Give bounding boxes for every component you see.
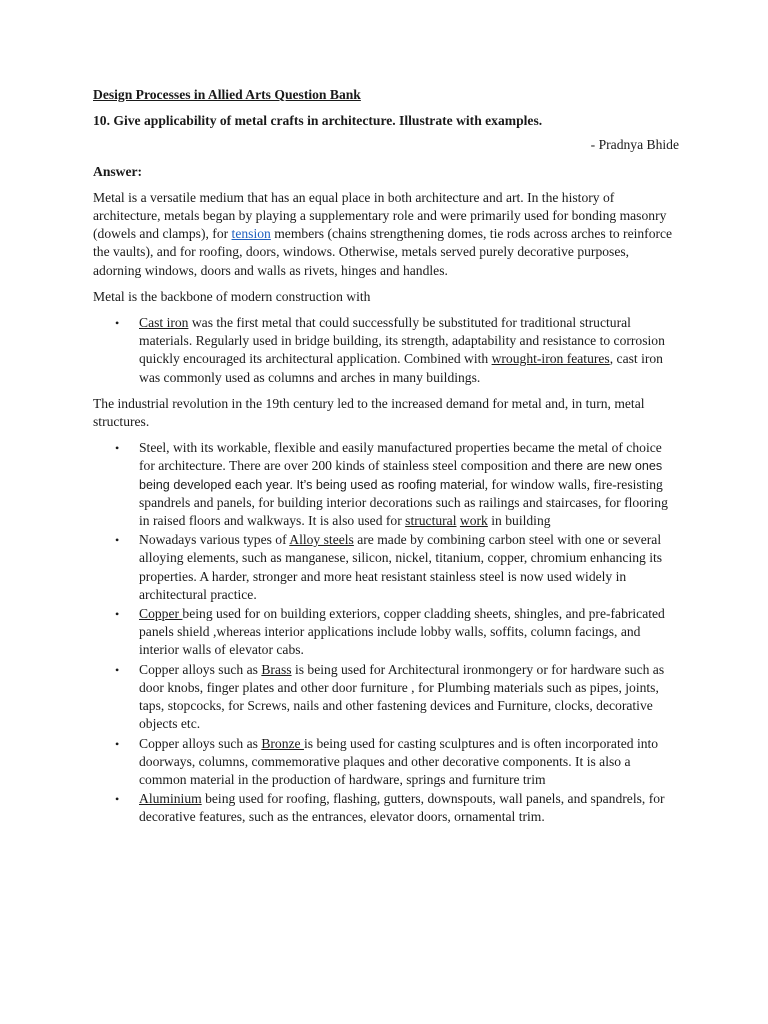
steel-text-end: in building [487, 513, 551, 529]
backbone-paragraph: Metal is the backbone of modern construction with [93, 288, 371, 304]
list-item-bronze [93, 735, 679, 790]
copper-term: Copper [139, 606, 183, 622]
list-item-brass [93, 661, 679, 734]
list-item-alloy-steels [93, 531, 679, 604]
bullet-icon: • [115, 607, 120, 622]
brass-text: Copper alloys such as [139, 661, 262, 677]
bullet-icon: • [115, 736, 120, 751]
brass-text-cont: is being used for Architectural ironmongery or for hardware such as door knobs, finger plates and other door furniture , for Plumbing materials such as pipes, joints, taps, stopcocks, for Screws, nails and other fastening devices and Furniture, clocks, decorative objects etc. [139, 661, 665, 732]
brass-term: Brass [261, 661, 292, 677]
wrought-iron-term: wrought-iron features [491, 351, 610, 367]
copper-text: being used for on building exteriors, copper cladding sheets, shingles, and pre-fabricated panels shield ,whereas interior applications include lobby walls, soffits, column facings, and interior walls of elevator cabs. [139, 606, 665, 658]
author-name: - Pradnya Bhide [590, 137, 679, 153]
cast-iron-list [93, 314, 679, 387]
aluminium-text: being used for roofing, flashing, gutters, downspouts, wall panels, and spandrels, for decorative features, such as the entrances, elevator doors, ornamental trim. [139, 791, 665, 825]
structural-term: structural [405, 513, 457, 529]
list-item-aluminium [93, 790, 679, 826]
alloy-text-cont: are made by combining carbon steel with one or several alloying elements, such as manganese, silicon, nickel, titanium, copper, chromium enhancing its properties. A harder, stronger and more heat resistant stainless steel is now used widely in architectural practice. [139, 532, 663, 602]
list-item-cast-iron [93, 314, 679, 387]
steel-text: Steel, with its workable, flexible and easily manufactured properties became the metal of choice for architecture. There are over 200 kinds of stainless steel composition and [139, 440, 662, 474]
bullet-icon: • [115, 441, 120, 456]
bullet-icon: • [115, 792, 120, 807]
bullet-icon: • [115, 533, 120, 548]
alloy-text: Nowadays various types of [139, 532, 290, 548]
bronze-term: Bronze [261, 735, 304, 751]
question-title: 10. Give applicability of metal crafts in architecture. Illustrate with examples. [93, 113, 543, 129]
answer-label: Answer: [93, 163, 143, 179]
bullet-icon: • [115, 662, 120, 677]
tension-link[interactable]: tension [231, 226, 271, 242]
steel-text-cont: , for window walls, fire-resisting spandrels and panels, for building interior decorations such as railings and staircases, for flooring in raised floors and walkways. It is also used for [139, 476, 668, 529]
document-heading: Design Processes in Allied Arts Question Bank [93, 87, 361, 102]
intro-text-cont: members (chains strengthening domes, tie rods across arches to reinforce the vaults), and for roofing, doors, windows. Otherwise, metals served purely decorative purposes, adorning windows, doors and walls as rivets, hinges and handles. [93, 226, 673, 278]
industrial-paragraph: The industrial revolution in the 19th century led to the increased demand for metal and, in turn, metal structures. [93, 395, 645, 430]
bronze-text-cont: is being used for casting sculptures and is often incorporated into doorways, columns, commemorative plaques and other decorative components. It is also a common material in the production of hardware, springs and furniture trim [139, 735, 659, 787]
list-item-steel [93, 439, 679, 530]
alloy-steels-term: Alloy steels [289, 532, 354, 548]
bronze-text: Copper alloys such as [139, 735, 262, 751]
cast-iron-term: Cast iron [139, 315, 189, 331]
aluminium-term: Aluminium [139, 791, 202, 807]
list-item-copper [93, 605, 679, 660]
bullet-icon: • [115, 316, 120, 331]
intro-text: Metal is a versatile medium that has an equal place in both architecture and art. In the history of architecture, metals began by playing a supplementary role and were primarily used for bonding masonry (dowels and clamps), for [93, 189, 667, 242]
document-page [93, 86, 679, 835]
metals-list [93, 439, 679, 826]
intro-paragraph [93, 189, 679, 280]
cast-iron-text-end: , cast iron was commonly used as columns and arches in many buildings. [139, 351, 663, 385]
cast-iron-text: was the first metal that could successfully be substituted for traditional structural materials. Regularly used in bridge building, its strength, adaptability and resistance to corrosion quickly encouraged its architectural application. Combined with [139, 315, 665, 367]
work-term: work [459, 513, 488, 529]
steel-text-sans: there are new ones being developed each year. It’s being used as roofing material [139, 459, 663, 492]
